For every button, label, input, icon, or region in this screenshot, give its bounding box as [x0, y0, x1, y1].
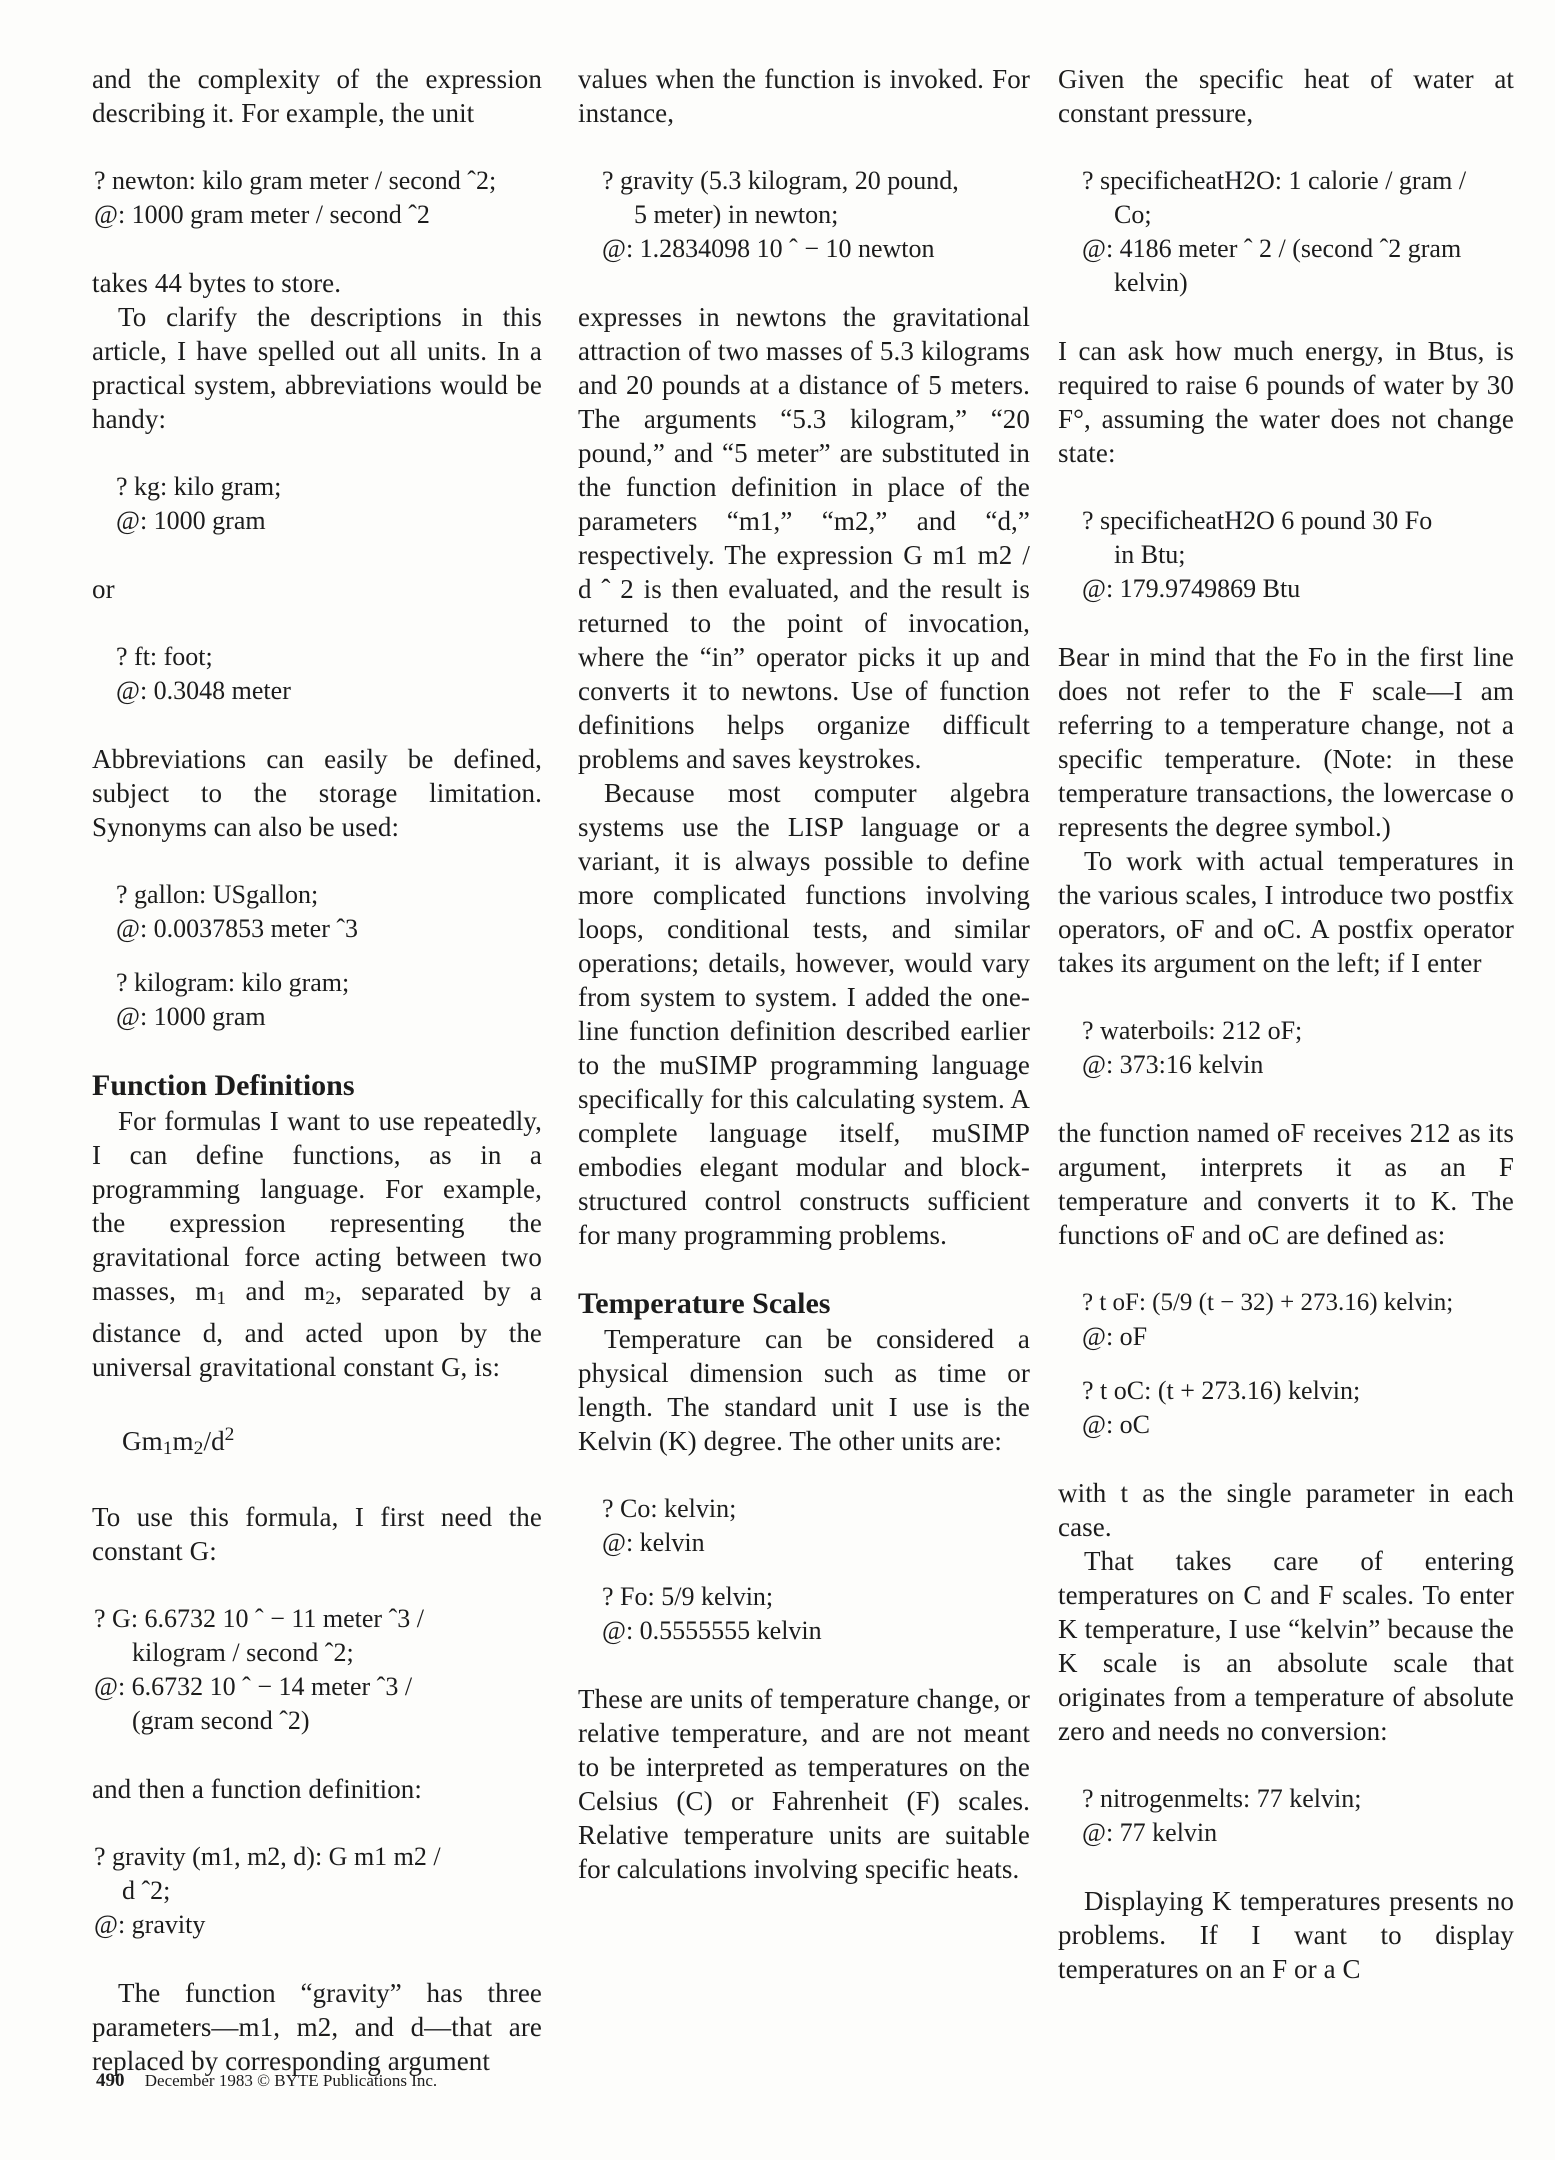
paragraph: the function named oF receives 212 as its argument, interprets it as an F temperature and converts it to K. The functions oF and oC are defined as:	[1058, 1118, 1514, 1250]
code-line: ? gravity (m1, m2, d): G m1 m2 /	[94, 1842, 441, 1871]
code-line: @: 0.5555555 kelvin	[602, 1616, 822, 1645]
code-line: Co;	[1114, 200, 1152, 229]
code-line: ? t oC: (t + 273.16) kelvin;	[1082, 1376, 1361, 1405]
code-block	[1058, 1374, 1514, 1442]
code-block	[92, 470, 542, 538]
paragraph: That takes care of entering temperatures on C and F scales. To enter K temperature, I use “kelvin” because the K scale is an absolute scale that originates from a temperature of absolute zero and needs no conversion:	[1058, 1546, 1514, 1746]
paragraph: Displaying K temperatures presents no problems. If I want to display temperatures on an F or a C	[1058, 1886, 1514, 1984]
code-block	[578, 164, 1030, 266]
code-line: @: 0.3048 meter	[116, 676, 291, 705]
paragraph: and the complexity of the expression describing it. For example, the unit	[92, 64, 542, 128]
code-line: ? Co: kelvin;	[602, 1494, 737, 1523]
code-block	[92, 1840, 542, 1942]
code-block	[92, 878, 542, 946]
code-line: ? t oF: (5/9 (t − 32) + 273.16) kelvin;	[1082, 1289, 1454, 1316]
code-line: @: 77 kelvin	[1082, 1818, 1218, 1847]
paragraph: Temperature can be considered a physical dimension such as time or length. The standard unit I use is the Kelvin (K) degree. The other units are:	[578, 1324, 1030, 1456]
code-block	[92, 640, 542, 708]
code-line: ? Fo: 5/9 kelvin;	[602, 1582, 774, 1611]
code-line: ? kg: kilo gram;	[116, 472, 282, 501]
paragraph: To clarify the descriptions in this article, I have spelled out all units. In a practical system, abbreviations would be handy:	[92, 302, 542, 434]
code-block	[1058, 1286, 1514, 1354]
paragraph: To use this formula, I first need the constant G:	[92, 1502, 542, 1566]
paragraph-or: or	[92, 574, 115, 604]
paragraph: values when the function is invoked. For instance,	[578, 64, 1030, 128]
paragraph: Because most computer algebra systems use the LISP language or a variant, it is always possible to define more complicated functions involving loops, conditional tests, and similar operations; details, however, would vary from system to system. I added the one-line function definition described earlier to the muSIMP programming language specifically for this calculating system. A complete language itself, muSIMP embodies elegant modular and block-structured control constructs sufficient for many programming problems.	[578, 778, 1030, 1250]
section-heading: Temperature Scales	[578, 1287, 831, 1320]
paragraph: with t as the single parameter in each case.	[1058, 1478, 1514, 1542]
paragraph: Given the specific heat of water at constant pressure,	[1058, 64, 1514, 128]
paragraph: For formulas I want to use repeatedly, I can define functions, as in a programming language. For example, the expression representing the gravitational force acting between two masses, $m_1$ and $m_2$, separated by a distance d, and acted upon by the universal gravitational constant G, is:	[92, 1106, 542, 1382]
code-line: ? specificheatH2O 6 pound 30 Fo	[1082, 506, 1433, 535]
code-line: @: 1000 gram	[116, 506, 266, 535]
code-line: kilogram / second ˆ2;	[132, 1638, 354, 1667]
code-line: ? gallon: USgallon;	[116, 880, 319, 909]
code-block	[578, 1580, 1030, 1648]
page-footer	[96, 2070, 437, 2092]
code-line: @: oF	[1082, 1322, 1148, 1351]
code-line: @: 1.2834098 10 ˆ − 10 newton	[602, 234, 935, 263]
column-1	[92, 62, 542, 2078]
column-3	[1058, 62, 1514, 1986]
code-block	[92, 164, 542, 232]
code-line: @: oC	[1082, 1410, 1151, 1439]
code-line: in Btu;	[1114, 540, 1186, 569]
paragraph: These are units of temperature change, or relative temperature, and are not meant to be interpreted as temperatures on the Celsius (C) or Fahrenheit (F) scales. Relative temperature units are suitable for calculations involving specific heats.	[578, 1684, 1030, 1884]
code-line: @: 179.9749869 Btu	[1082, 574, 1301, 603]
paragraph: and then a function definition:	[92, 1774, 423, 1804]
code-line: @: 1000 gram meter / second ˆ2	[94, 200, 430, 229]
paragraph: Bear in mind that the Fo in the first line does not refer to the F scale—I am referring to a temperature change, not a specific temperature. (Note: in these temperature transactions, the lowercase o represents the degree symbol.)	[1058, 642, 1514, 842]
code-line: @: 0.0037853 meter ˆ3	[116, 914, 359, 943]
section-heading: Function Definitions	[92, 1069, 355, 1102]
code-line: d ˆ2;	[122, 1876, 171, 1905]
code-line: @: 4186 meter ˆ 2 / (second ˆ2 gram	[1082, 234, 1462, 263]
code-line: ? newton: kilo gram meter / second ˆ2;	[94, 166, 497, 195]
page-number: 490	[96, 2070, 125, 2091]
code-block	[578, 1492, 1030, 1560]
paragraph: I can ask how much energy, in Btus, is required to raise 6 pounds of water by 30 F°, assuming the water does not change state:	[1058, 336, 1514, 468]
code-block	[1058, 1782, 1514, 1850]
paragraph: To work with actual temperatures in the various scales, I introduce two postfix operators, oF and oC. A postfix operator takes its argument on the left; if I enter	[1058, 846, 1514, 978]
paragraph: takes 44 bytes to store.	[92, 268, 342, 298]
code-line: @: 1000 gram	[116, 1002, 266, 1031]
code-line: 5 meter) in newton;	[634, 200, 839, 229]
code-block	[1058, 164, 1514, 300]
code-line: @: 373:16 kelvin	[1082, 1050, 1264, 1079]
code-line: ? ft: foot;	[116, 642, 213, 671]
code-line: ? G: 6.6732 10 ˆ − 11 meter ˆ3 /	[94, 1604, 424, 1633]
code-line: ? nitrogenmelts: 77 kelvin;	[1082, 1784, 1362, 1813]
code-block	[92, 966, 542, 1034]
paragraph: expresses in newtons the gravitational attraction of two masses of 5.3 kilograms and 20 pounds at a distance of 5 meters. The arguments “5.3 kilogram,” “20 pound,” and “5 meter” are substituted in the function definition in place of the parameters “m1,” “m2,” and “d,” respectively. The expression G m1 m2 / d ˆ 2 is then evaluated, and the result is returned to the point of invocation, where the “in” operator picks it up and converts it to newtons. Use of function definitions helps organize difficult problems and saves keystrokes.	[578, 302, 1030, 774]
code-line: kelvin)	[1114, 268, 1188, 297]
paragraph: Abbreviations can easily be defined, subject to the storage limitation. Synonyms can also be used:	[92, 744, 542, 842]
footer-text: December 1983 © BYTE Publications Inc.	[144, 2071, 438, 2090]
code-line: @: gravity	[94, 1910, 206, 1939]
code-line: @: 6.6732 10 ˆ − 14 meter ˆ3 /	[94, 1672, 413, 1701]
code-block	[1058, 504, 1514, 606]
paragraph: The function “gravity” has three parameters—m1, m2, and d—that are replaced by corresponding argument	[92, 1978, 542, 2076]
code-block	[1058, 1014, 1514, 1082]
code-line: @: kelvin	[602, 1528, 705, 1557]
code-line: ? gravity (5.3 kilogram, 20 pound,	[602, 166, 959, 195]
code-line: ? waterboils: 212 oF;	[1082, 1016, 1303, 1045]
code-line: (gram second ˆ2)	[132, 1706, 310, 1735]
formula: $Gm_1m_2/d^2$	[122, 1424, 235, 1459]
code-block	[92, 1602, 542, 1738]
column-2	[578, 62, 1030, 1886]
code-line: ? kilogram: kilo gram;	[116, 968, 350, 997]
code-line: ? specificheatH2O: 1 calorie / gram /	[1082, 166, 1467, 195]
